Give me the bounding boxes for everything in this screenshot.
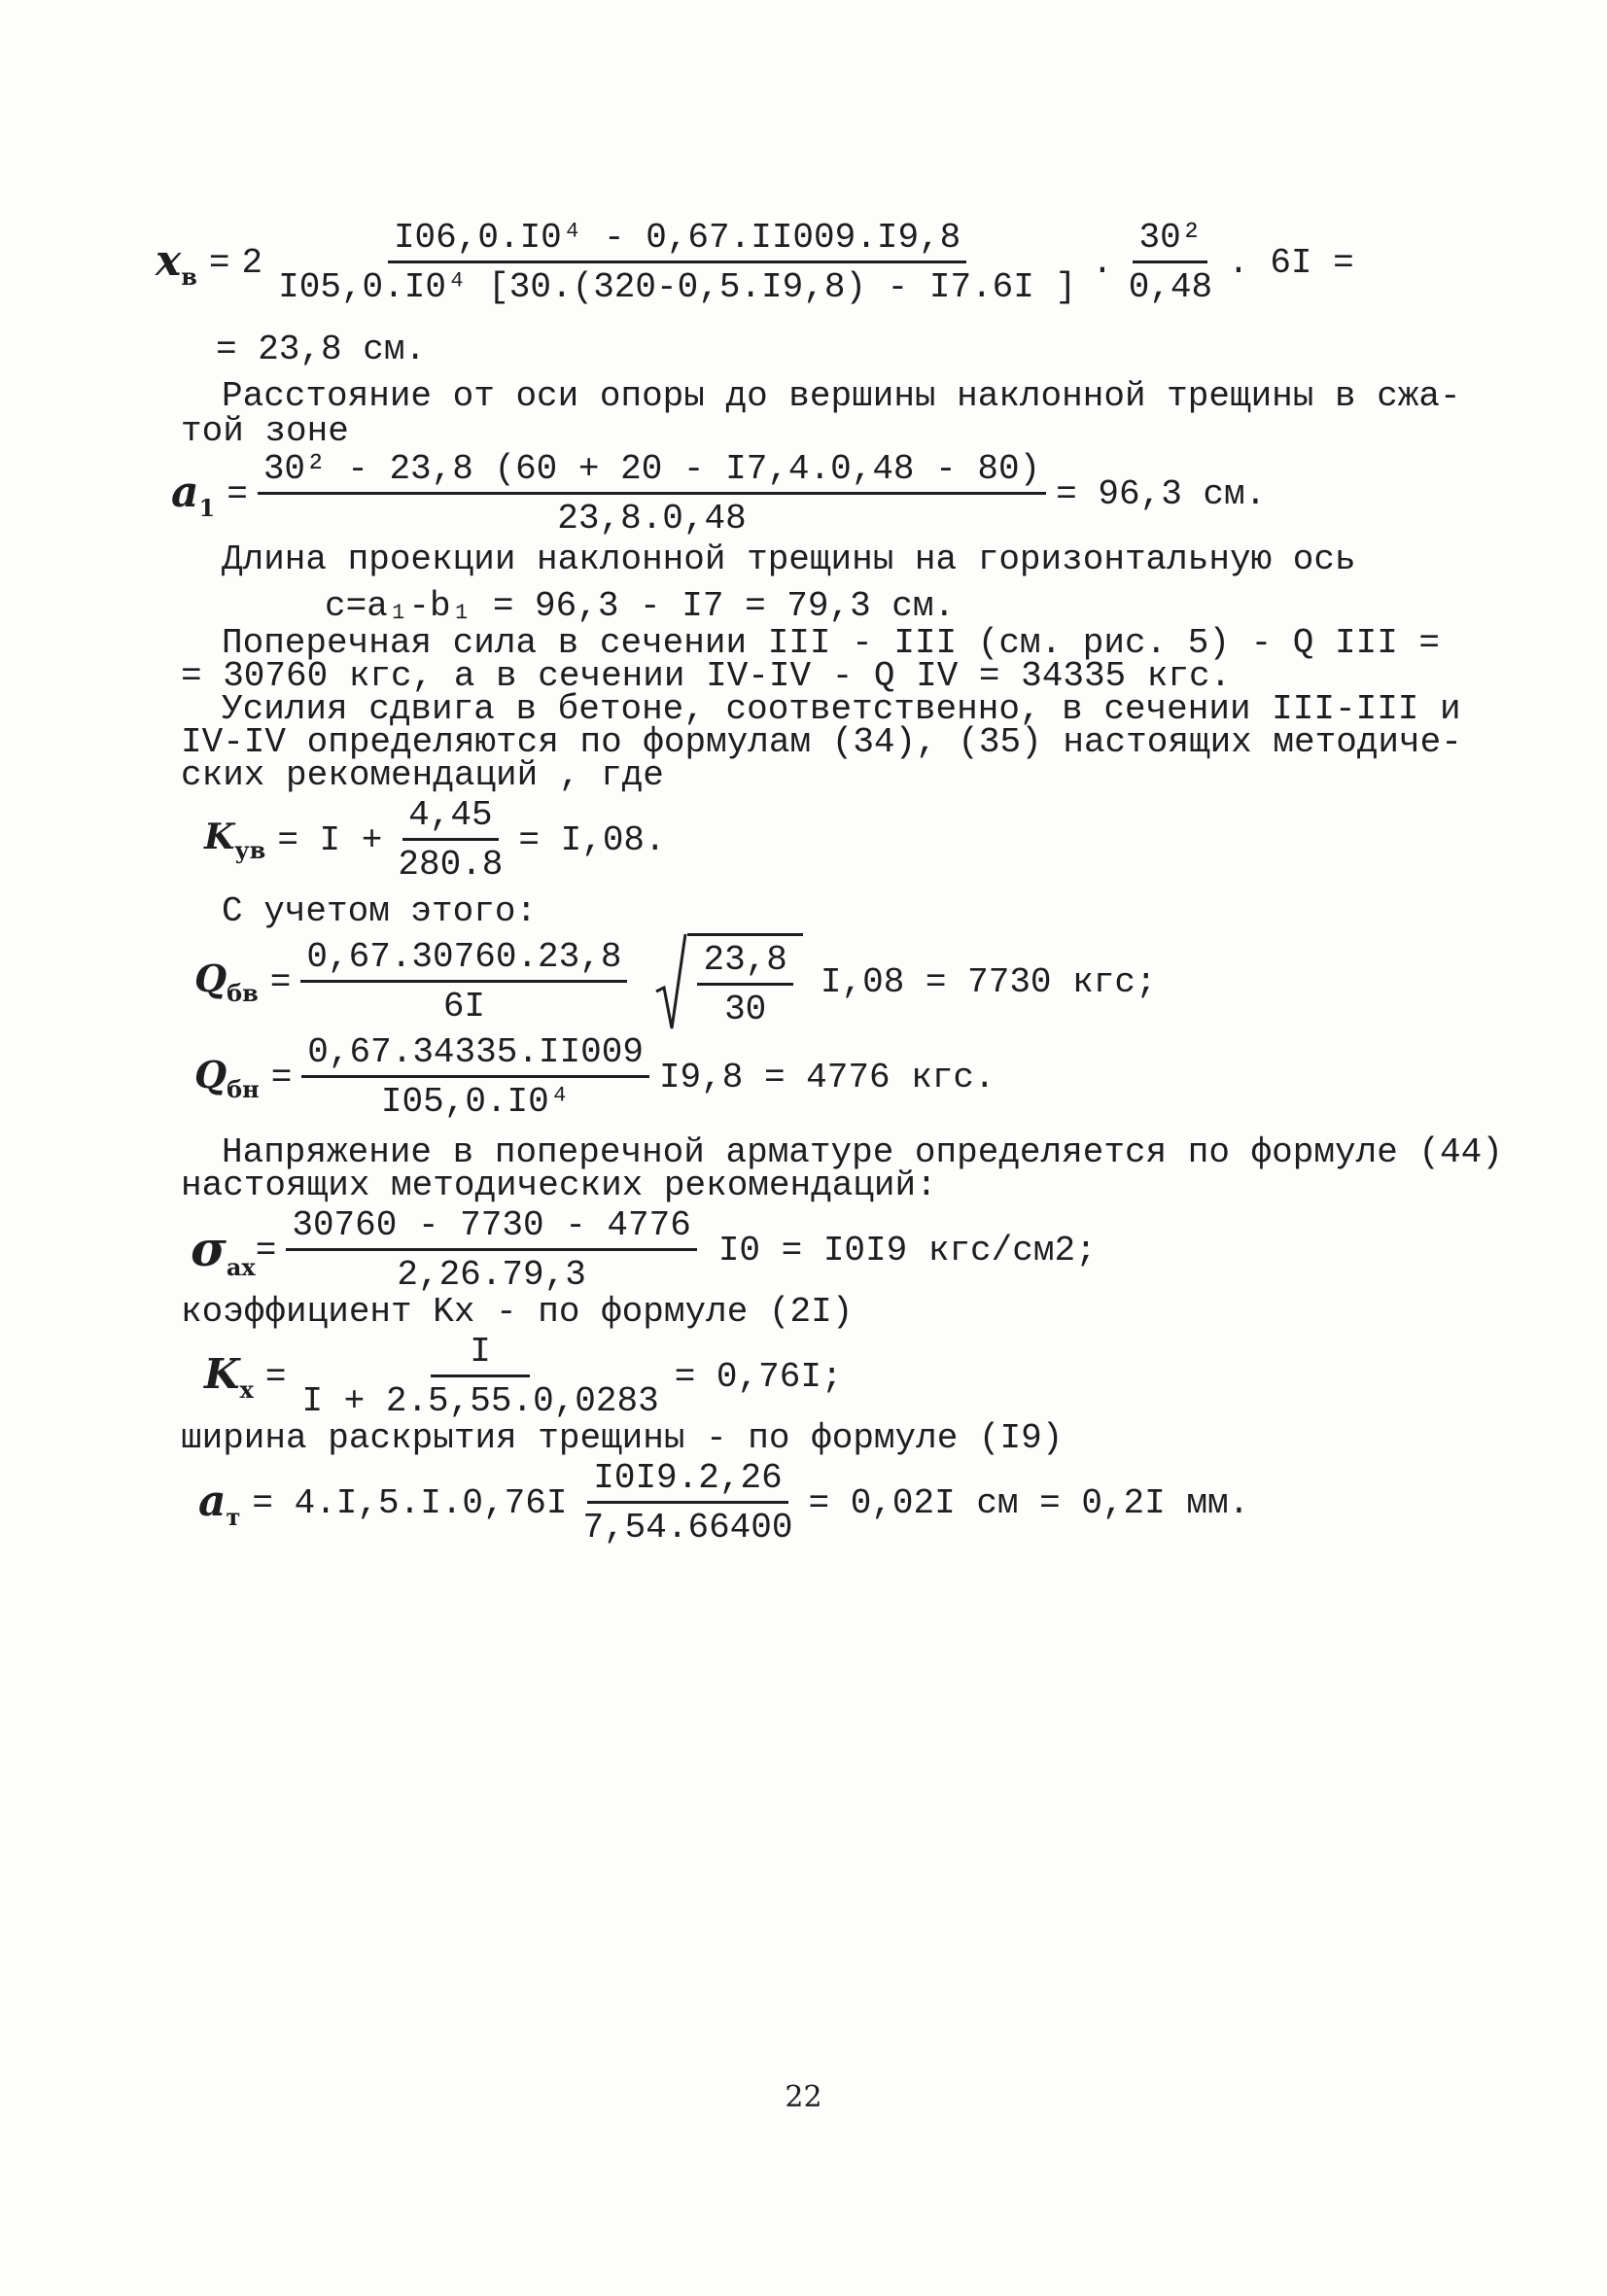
eq4-result: = I,08. [518, 820, 666, 860]
eq2-result: = 96,3 см. [1056, 474, 1267, 514]
equation-at [198, 1458, 1249, 1548]
paragraph-crack-width: ширина раскрытия трещины - по формуле (I9) [181, 1418, 1064, 1458]
eq1-fraction-main [272, 218, 1082, 308]
eq5-denominator: 6I [442, 986, 486, 1026]
eq1-result: = 23,8 см. [216, 330, 427, 369]
eq5-sqrt-denominator: 30 [724, 990, 767, 1029]
eq8-fraction [296, 1332, 664, 1422]
equation-kyb [204, 795, 666, 886]
eq9-result: = 0,02I см = 0,2I мм. [808, 1483, 1250, 1523]
equation-kx [204, 1332, 843, 1422]
eq2-equals: = [227, 474, 248, 514]
eq1-denominator: I05,0.I0⁴ [30.(320-0,5.I9,8) - I7.6I ] [278, 267, 1077, 307]
eq8-numerator: I [431, 1332, 530, 1377]
eq4-equals: = I + [277, 820, 383, 860]
eq6-result: I9,8 = 4776 кгс. [658, 1058, 996, 1097]
paragraph-shear-1: Поперечная сила в сечении III - III (см. рис. 5) - Q III = [222, 623, 1441, 663]
equation-q-bb [194, 933, 1157, 1030]
paragraph-distance-2: той зоне [181, 411, 349, 451]
eq2-symbol: $a_1$ [171, 467, 216, 522]
paragraph-shear-2: = 30760 кгс, а в сечении IV-IV - Q IV = 34335 кгс. [181, 656, 1232, 696]
paragraph-coefficient: коэффициент Kx - по формуле (2I) [181, 1292, 854, 1332]
eq8-equals: = [264, 1357, 287, 1397]
eq9-equals: = 4.I,5.I.0,76I [252, 1483, 568, 1523]
paragraph-shear-3: Усилия сдвига в бетоне, соответственно, в сечении III-III и [222, 689, 1461, 729]
eq5-square-root [654, 933, 802, 1030]
equation-x-b [156, 218, 1354, 308]
paragraph-projection: Длина проекции наклонной трещины на горизонтальную ось [222, 539, 1356, 579]
equation-a1 [171, 449, 1266, 539]
paragraph-accounting: С учетом этого: [222, 891, 538, 931]
eq2-denominator: 23,8.0,48 [557, 499, 747, 539]
radical-sign-icon [654, 933, 687, 1030]
eq6-denominator: I05,0.I0⁴ [380, 1082, 571, 1122]
eq9-fraction [576, 1458, 798, 1548]
eq7-equals: = [255, 1231, 277, 1270]
eq1-numerator-2: 30² [1133, 218, 1207, 263]
eq5-fraction [300, 937, 627, 1027]
eq9-numerator: I0I9.2,26 [587, 1458, 787, 1504]
eq7-denominator: 2,26.79,3 [397, 1255, 586, 1295]
page-number: 22 [785, 2080, 822, 2114]
eq1-dot: . [1092, 243, 1113, 283]
eq6-numerator: 0,67.34335.II009 [301, 1032, 649, 1078]
eq2-numerator: 30² - 23,8 (60 + 20 - I7,4.0,48 - 80) [258, 449, 1046, 495]
eq5-numerator: 0,67.30760.23,8 [300, 937, 627, 983]
equation-q-bn [194, 1032, 996, 1123]
equation-c: c=a₁-b₁ = 96,3 - I7 = 79,3 см. [325, 586, 956, 626]
equation-sigma-ax [191, 1205, 1097, 1296]
eq2-fraction [258, 449, 1046, 539]
eq7-numerator: 30760 - 7730 - 4776 [286, 1205, 696, 1251]
eq8-symbol: $K_x$ [204, 1350, 254, 1404]
eq6-equals: = [270, 1058, 293, 1097]
eq4-symbol: $K_{ув}$ [204, 817, 266, 864]
eq1-fraction-second [1123, 218, 1218, 308]
eq1-equals: = [208, 243, 230, 283]
eq8-denominator: I + 2.5,55.0,0283 [301, 1381, 659, 1421]
eq7-fraction [286, 1205, 696, 1296]
eq8-result: = 0,76I; [674, 1357, 843, 1397]
eq9-denominator: 7,54.66400 [582, 1508, 793, 1548]
eq9-symbol: $a_т$ [198, 1476, 241, 1531]
eq6-fraction [301, 1032, 649, 1123]
eq7-symbol: $\sigma_{ax}$ [191, 1220, 256, 1281]
paragraph-stress-2: настоящих методических рекомендаций: [181, 1165, 937, 1205]
eq5-equals: = [269, 961, 292, 1002]
eq5-sqrt-numerator: 23,8 [697, 940, 792, 986]
eq1-numerator: I06,0.I0⁴ - 0,67.II009.I9,8 [388, 218, 966, 263]
eq1-coefficient: 2 [241, 243, 263, 283]
eq1-tail: . 6I = [1228, 243, 1354, 283]
eq1-denominator-2: 0,48 [1128, 267, 1213, 307]
paragraph-shear-5: ских рекомендаций , где [181, 755, 664, 795]
eq7-result: I0 = I0I9 кгс/см2; [717, 1231, 1097, 1270]
eq4-denominator: 280.8 [398, 845, 504, 885]
paragraph-distance-1: Расстояние от оси опоры до вершины наклонной трещины в сжа- [222, 376, 1461, 416]
eq5-symbol: $Q_{бв}$ [194, 957, 259, 1007]
eq6-symbol: $Q_{бн}$ [194, 1052, 260, 1103]
paragraph-shear-4: IV-IV определяются по формулам (34), (35) настоящих методиче- [181, 722, 1462, 762]
paragraph-stress-1: Напряжение в поперечной арматуре определяется по формуле (44) [222, 1132, 1503, 1172]
eq1-symbol: $x_в$ [156, 235, 197, 291]
eq5-result: I,08 = 7730 кгс; [820, 961, 1157, 1002]
eq4-fraction [392, 795, 508, 886]
eq4-numerator: 4,45 [402, 795, 498, 841]
